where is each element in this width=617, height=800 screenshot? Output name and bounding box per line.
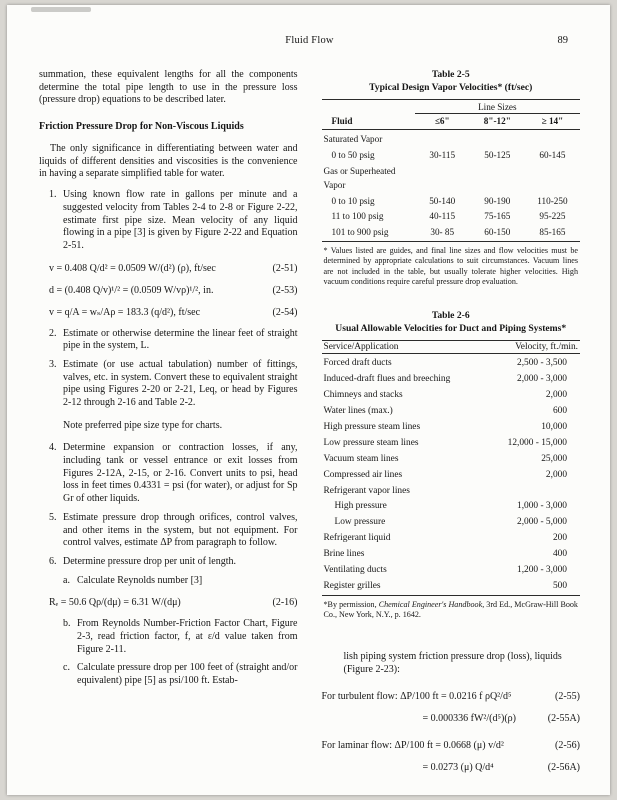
- table-cell: 40-115: [429, 211, 456, 222]
- table-row: [322, 209, 581, 225]
- row-label: 0 to 10 psig: [331, 195, 375, 206]
- row-label: High pressure steam lines: [323, 421, 421, 432]
- table-cell: 2,000: [545, 390, 567, 401]
- table-row: [322, 404, 581, 420]
- list-item-6c: [63, 662, 298, 687]
- equation-number: (2-56): [555, 740, 580, 752]
- table-row: [322, 515, 581, 531]
- table-cell: 1,200 - 3,000: [517, 565, 567, 576]
- table-caption-number: Table 2-5: [431, 69, 470, 80]
- table-row: [322, 531, 581, 547]
- table-2-5-footnote: * Values listed are guides, and final line sizes and flow velocities must be determined by appropriate calculations to suit circumstances. Vacuum lines are not included in the table, but usually tolerate higher velocities. High vacuum conditions require careful pressure drop evaluation.: [323, 245, 578, 287]
- table-row: [322, 563, 581, 579]
- equation-number: (2-53): [272, 284, 298, 296]
- document-page: [7, 5, 610, 795]
- table-header-row: [322, 114, 581, 130]
- equation-2-56: [322, 739, 581, 752]
- equation-body: = 0.0273 (μ) Q/d⁴: [422, 762, 494, 774]
- list-item-6: [49, 556, 298, 569]
- equation-body: = 0.000336 fW²/(d⁵)(ρ): [422, 713, 516, 725]
- table-row: [322, 130, 581, 148]
- list-number: 6.: [49, 555, 57, 567]
- footnote-text: , 3rd Ed., McGraw-Hill Book Co., New York, N.Y., p. 1642.: [323, 599, 578, 620]
- table-cell: [470, 164, 525, 194]
- two-column-content: [39, 69, 580, 774]
- table-cell: 90-190: [484, 195, 511, 206]
- table-row: [322, 194, 581, 210]
- table-caption-text: Typical Design Vapor Velocities* (ft/sec): [369, 81, 533, 93]
- table-cell: 75-165: [484, 211, 511, 222]
- table-row: [322, 354, 581, 372]
- list-item-1: [49, 189, 298, 252]
- list-number: c.: [63, 662, 70, 674]
- table-cell: [415, 164, 470, 194]
- table-cell: [415, 130, 470, 148]
- table-2-6-footnote: [324, 600, 579, 621]
- equation-body: Rₑ = 50.6 Qρ/(dμ) = 6.31 W/(dμ): [49, 597, 181, 609]
- table-cell: 10,000: [541, 421, 567, 432]
- equation-2-55: [322, 690, 581, 703]
- table-row: [322, 499, 581, 515]
- table-row: [322, 468, 581, 484]
- table-cell: [525, 164, 580, 194]
- row-label: Register grilles: [323, 580, 381, 591]
- list-number: 1.: [49, 189, 57, 201]
- list-item-2: [49, 328, 298, 353]
- column-header-fluid: Fluid: [322, 114, 415, 130]
- table-row: [322, 436, 581, 452]
- scan-artifact: [31, 7, 91, 12]
- list-item-4: [49, 442, 298, 505]
- table-cell: 2,000 - 3,000: [517, 374, 567, 385]
- equation-number: (2-56A): [547, 762, 580, 774]
- list-number: 4.: [49, 442, 57, 454]
- table-cell: 60-145: [539, 150, 566, 161]
- row-label: Water lines (max.): [323, 405, 393, 416]
- table-cell: 400: [552, 549, 567, 560]
- vapor-velocities-table: [322, 99, 581, 242]
- table-row: [322, 579, 581, 595]
- footnote-text: *By permission,: [323, 599, 379, 609]
- list-text: Estimate or otherwise determine the linear feet of straight pipe in the system, L.: [63, 327, 298, 352]
- equation-number: (2-16): [272, 597, 298, 609]
- list-text: Determine expansion or contraction losses, if any, including tank or vessel entrance or exit losses from Figures 2-12A, 2-15, or 2-16. Convert units to psi, head loss in feet times 0.4331 = psi (for water), or adjust for Sp Gr of other liquids.: [63, 442, 298, 505]
- list-text: Estimate pressure drop through orifices, control valves, and other items in the system, but not equipment. For control valves, estimate ΔP from paragraph to follow.: [63, 511, 298, 549]
- equation-body: For turbulent flow: ΔP/100 ft = 0.0216 f ρQ²/d⁵: [321, 691, 512, 703]
- row-label: Brine lines: [323, 549, 365, 560]
- table-cell: 12,000 - 15,000: [507, 437, 567, 448]
- row-label: Forced draft ducts: [323, 358, 392, 369]
- table-cell: 600: [552, 405, 567, 416]
- equation-body: For laminar flow: ΔP/100 ft = 0.0668 (μ) v/d²: [321, 740, 504, 752]
- row-label: Refrigerant vapor lines: [323, 485, 410, 496]
- table-cell: 500: [552, 580, 567, 591]
- table-row: [322, 484, 581, 500]
- row-label: Compressed air lines: [323, 469, 403, 480]
- table-cell: [486, 484, 580, 500]
- table-cell: 50-125: [484, 150, 511, 161]
- table-row: [322, 547, 581, 563]
- table-cell: [470, 130, 525, 148]
- table-cell: 30- 85: [430, 227, 455, 238]
- column-header-size1: ≤6": [415, 114, 470, 130]
- running-header-title: Fluid Flow: [285, 35, 334, 46]
- table-cell: 2,000 - 5,000: [517, 517, 567, 528]
- row-label: Saturated Vapor: [323, 134, 383, 145]
- footnote-book-title: Chemical Engineer's Handbook: [378, 599, 483, 609]
- list-number: b.: [63, 618, 71, 630]
- table-header-row: [322, 341, 581, 354]
- row-label: Induced-draft flues and breeching: [323, 374, 451, 385]
- right-column: [322, 69, 581, 774]
- continuation-text-block: [322, 651, 581, 774]
- list-text: Determine pressure drop per unit of length.: [63, 555, 237, 567]
- table-group-row: [322, 100, 581, 114]
- table-row: [322, 225, 581, 241]
- table-cell: [525, 130, 580, 148]
- table-row: [322, 372, 581, 388]
- row-label: 0 to 50 psig: [331, 150, 375, 161]
- table-row: [322, 388, 581, 404]
- continuation-paragraph: lish piping system friction pressure drop (loss), liquids (Figure 2-23):: [343, 650, 562, 675]
- table-row: [322, 148, 581, 164]
- page-number: 89: [557, 35, 568, 46]
- list-number: 5.: [49, 511, 57, 523]
- table-2-5-block: [322, 69, 581, 288]
- list-item-3: [49, 359, 298, 410]
- list-item-6b: [63, 618, 298, 656]
- column-header-size3: ≥ 14": [525, 114, 580, 130]
- row-label: High pressure: [334, 501, 387, 512]
- row-label: Low pressure: [334, 517, 386, 528]
- paragraph-continuation: summation, these equivalent lengths for all the components determine the total pipe length to use in the pressure loss (pressure drop) equations to be described later.: [39, 69, 298, 106]
- equation-number: (2-55): [555, 691, 580, 703]
- row-label: Gas or Superheated Vapor: [323, 165, 396, 190]
- equation-body: v = 0.408 Q/d² = 0.0509 W/(d²) (ρ), ft/sec: [49, 262, 216, 274]
- equation-2-53: [49, 284, 298, 297]
- row-label: Refrigerant liquid: [323, 533, 391, 544]
- row-label: 101 to 900 psig: [331, 227, 389, 238]
- table-row: [322, 420, 581, 436]
- equation-2-51: [49, 262, 298, 275]
- table-row: [322, 164, 581, 194]
- table-cell: 25,000: [541, 453, 567, 464]
- list-text: Calculate Reynolds number [3]: [77, 574, 203, 586]
- row-label: Low pressure steam lines: [323, 437, 419, 448]
- equation-2-16: [49, 596, 298, 609]
- column-header-velocity: Velocity, ft./min.: [486, 341, 580, 354]
- equation-number: (2-55A): [547, 713, 580, 725]
- table-row: [322, 452, 581, 468]
- table-cell: 2,500 - 3,500: [517, 358, 567, 369]
- row-label: Vacuum steam lines: [323, 453, 399, 464]
- equation-2-54: [49, 306, 298, 319]
- equation-2-55A: [322, 712, 581, 725]
- list-text: Using known flow rate in gallons per minute and a suggested velocity from Tables 2-4 to 2-8 or Figure 2-22, estimate first pipe size. Mean velocity of any liquid flowing in a pipe [3] is given by Figure 2-22 and Equation 2-51.: [63, 189, 298, 251]
- table-cell: 1,000 - 3,000: [517, 501, 567, 512]
- column-header-size2: 8"-12": [470, 114, 525, 130]
- page-header: [39, 35, 580, 49]
- equation-body: d = (0.408 Q/v)¹/² = (0.0509 W/vρ)¹/², in.: [49, 284, 214, 296]
- table-cell: 2,000: [545, 469, 567, 480]
- row-label: Chimneys and stacks: [323, 390, 403, 401]
- blank-cell: [322, 100, 415, 114]
- column-group-header: Line Sizes: [415, 100, 580, 114]
- row-label: 11 to 100 psig: [331, 211, 384, 222]
- table-cell: 200: [552, 533, 567, 544]
- table-2-6-title: [322, 310, 581, 335]
- equation-number: (2-51): [272, 262, 298, 274]
- equation-number: (2-54): [272, 306, 298, 318]
- list-text: Estimate (or use actual tabulation) number of fittings, valves, etc. in system. Convert these to equivalent straight pipe using Figures 2-20 or 2-21, Leq, or head by Figures 2-12 through 2-16 and Table 2-2.: [63, 358, 298, 408]
- list-item-5: [49, 512, 298, 550]
- note-line: Note preferred pipe size type for charts.: [63, 419, 223, 431]
- column-header-service: Service/Application: [322, 341, 487, 354]
- left-column: [39, 69, 298, 774]
- row-label: Ventilating ducts: [323, 565, 387, 576]
- table-cell: 85-165: [539, 227, 566, 238]
- allowable-velocities-table: [322, 340, 581, 596]
- table-caption-text: Usual Allowable Velocities for Duct and Piping Systems*: [335, 322, 567, 334]
- equation-2-56A: [322, 761, 581, 774]
- spacer: [39, 181, 298, 189]
- table-cell: 30-115: [429, 150, 456, 161]
- list-number: 2.: [49, 327, 57, 339]
- table-2-6-block: [322, 310, 581, 621]
- list-item-6a: [63, 575, 298, 588]
- list-text: From Reynolds Number-Friction Factor Chart, Figure 2-3, read friction factor, f, at ε/d value taken from Figure 2-11.: [77, 618, 298, 655]
- table-cell: 95-225: [539, 211, 566, 222]
- section-heading: Friction Pressure Drop for Non-Viscous Liquids: [39, 121, 244, 133]
- list-text: Calculate pressure drop per 100 feet of (straight and/or equivalent) pipe [5] as psi/100 ft. Estab-: [77, 662, 298, 686]
- table-caption-number: Table 2-6: [431, 309, 470, 321]
- lead-paragraph: The only significance in differentiating between water and liquids of different densities and viscosities is the convenience in having a separate simplified table for water.: [39, 143, 298, 180]
- table-cell: 60-150: [484, 227, 511, 238]
- list-number: a.: [63, 574, 70, 586]
- table-2-5-title: [322, 69, 581, 94]
- list-number: 3.: [49, 358, 57, 370]
- table-cell: 110-250: [537, 195, 568, 206]
- equation-body: v = q/A = wₛ/Aρ = 183.3 (q/d²), ft/sec: [49, 306, 201, 318]
- table-cell: 50-140: [429, 195, 456, 206]
